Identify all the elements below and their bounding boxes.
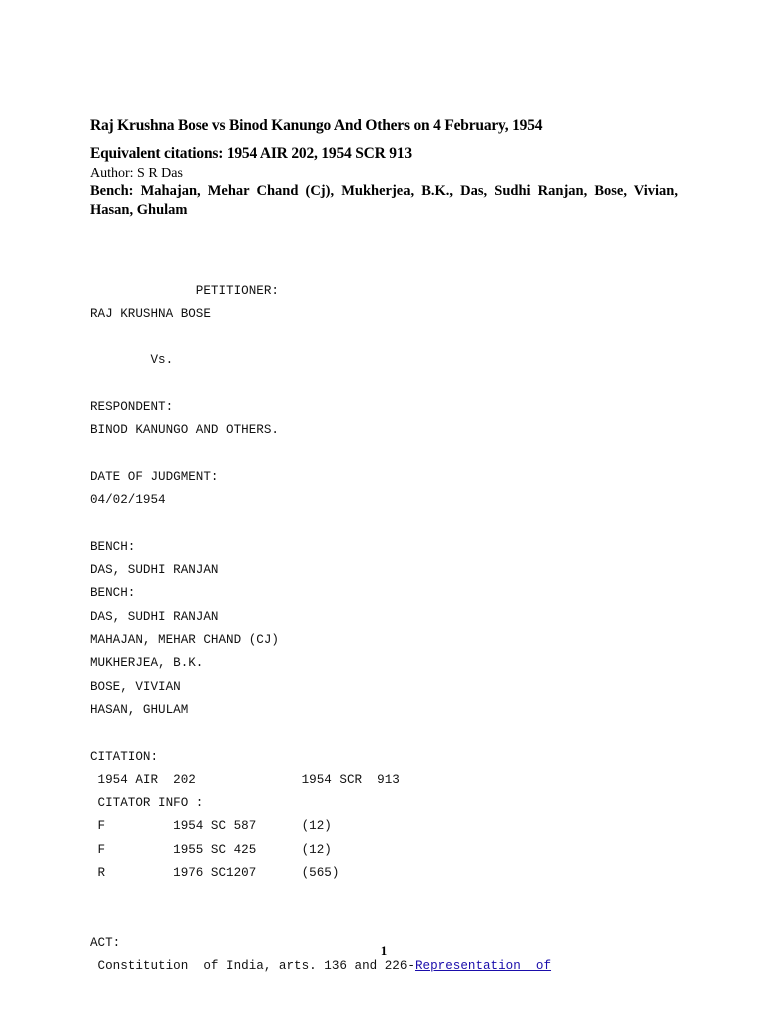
body-line [90,443,551,466]
author-line: Author: S R Das [90,166,183,181]
judgment-body [90,233,551,1002]
body-line: BOSE, VIVIAN [90,679,181,694]
body-line: MUKHERJEA, B.K. [90,656,204,671]
body-line: RAJ KRUSHNA BOSE [90,306,211,321]
body-line: MAHAJAN, MEHAR CHAND (CJ) [90,633,279,648]
body-line [90,373,551,396]
body-line: CITATOR INFO : [90,796,204,811]
body-line: BINOD KANUNGO AND OTHERS. [90,423,279,438]
document-header [90,116,678,220]
representation-link[interactable]: Representation of [414,959,552,974]
body-line: HASAN, GHULAM [90,702,189,717]
document-title: Raj Krushna Bose vs Binod Kanungo And Others on 4 February, 1954 [90,117,543,134]
act-line-text: Constitution of India, arts. 136 and 226- [90,959,415,974]
body-line: PETITIONER: [90,283,279,298]
equivalent-citations: Equivalent citations: 1954 AIR 202, 1954 SCR 913 [90,145,412,162]
body-line [90,909,551,932]
body-line: 04/02/1954 [90,493,166,508]
body-line: DATE OF JUDGMENT: [90,469,219,484]
body-line: R 1976 SC1207 (565) [90,866,340,881]
body-line [90,722,551,745]
body-line: BENCH: [90,539,136,554]
body-line: ACT: [90,935,121,950]
body-line: 1954 AIR 202 1954 SCR 913 [90,772,400,787]
bench-line: Bench: Mahajan, Mehar Chand (Cj), Mukherjea, B.K., Das, Sudhi Ranjan, Bose, Vivian, Hasan, Ghulam [90,183,678,218]
body-line: RESPONDENT: [90,400,174,415]
body-line: BENCH: [90,586,136,601]
body-line: F 1955 SC 425 (12) [90,842,332,857]
body-line: DAS, SUDHI RANJAN [90,563,219,578]
body-line [90,326,551,349]
page-number: 1 [380,943,388,958]
body-line: CITATION: [90,749,159,764]
body-line: F 1954 SC 587 (12) [90,819,332,834]
body-line [90,513,551,536]
body-line: Vs. [90,353,174,368]
body-line: DAS, SUDHI RANJAN [90,609,219,624]
body-line [90,885,551,908]
